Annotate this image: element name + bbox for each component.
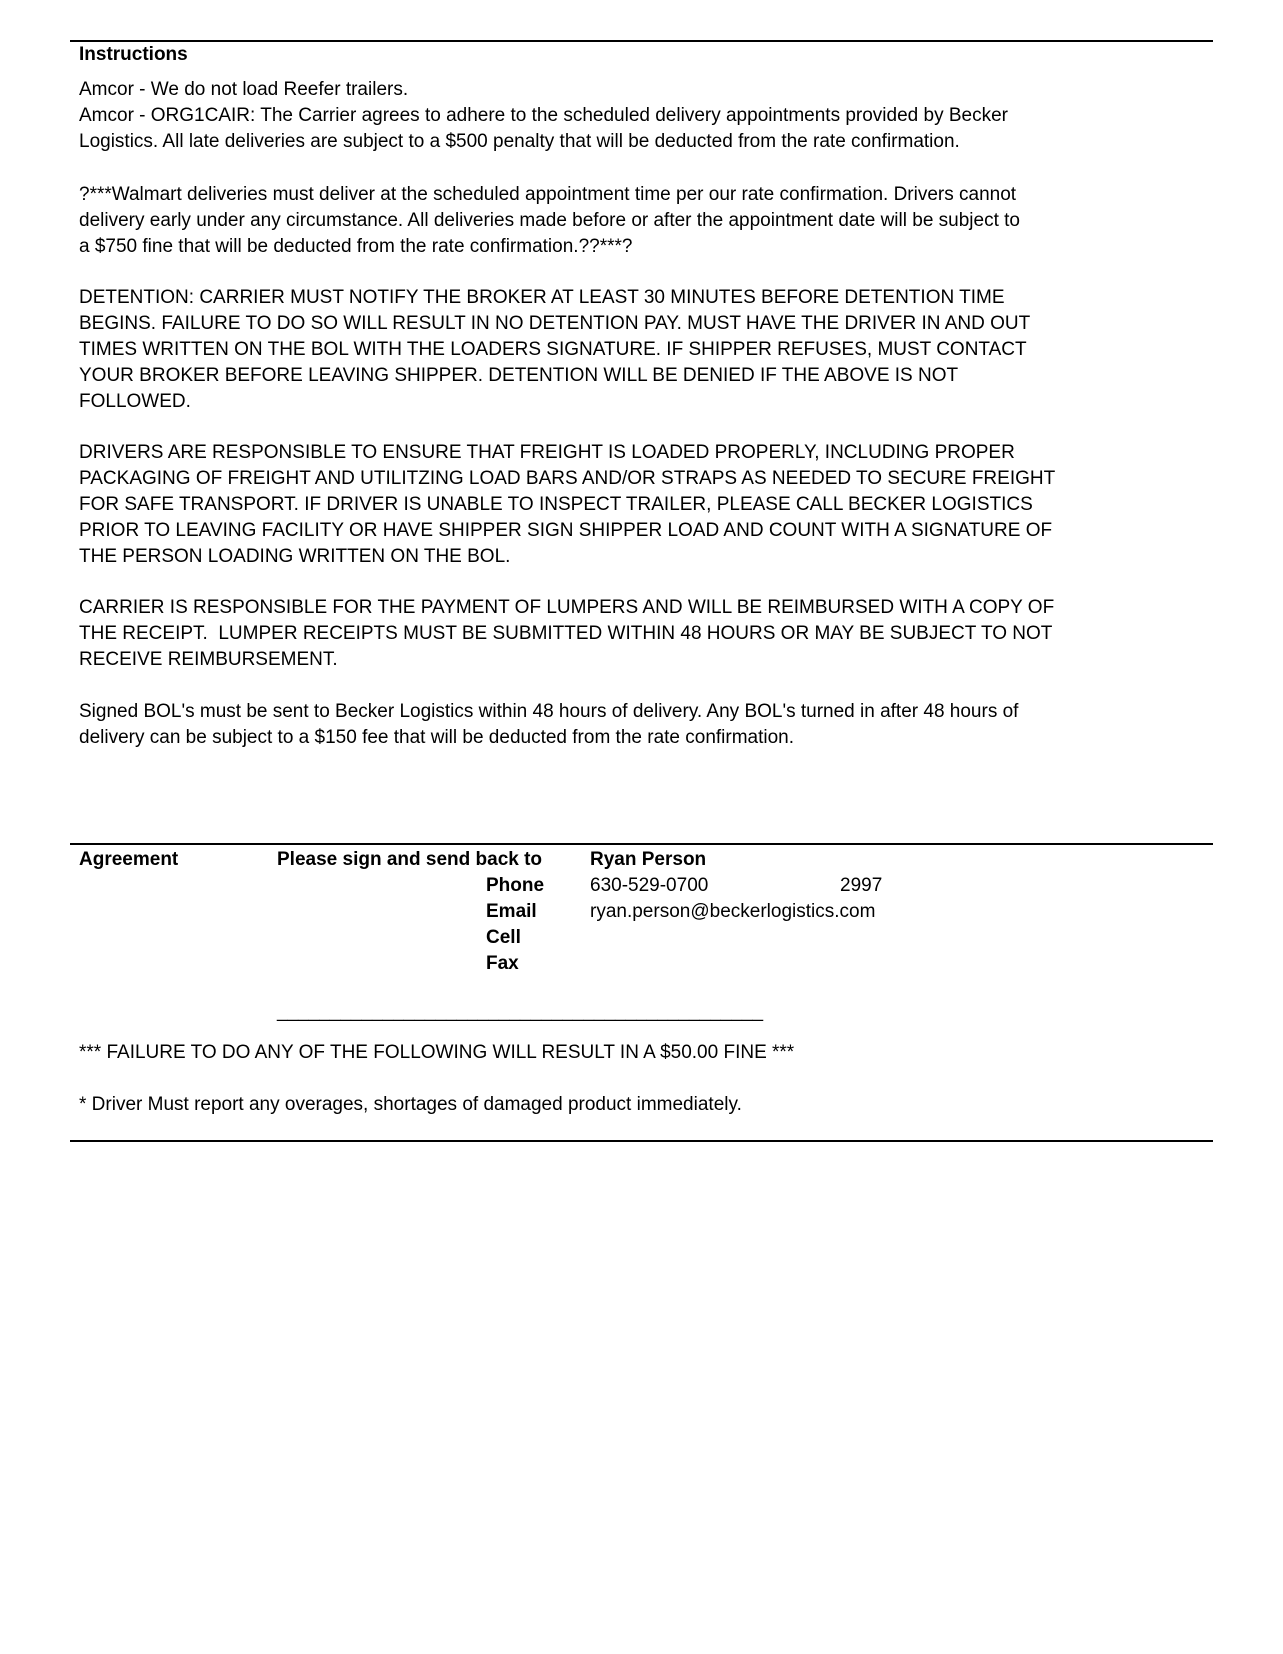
instruction-paragraph-lumpers [79,595,1219,673]
paragraph-line: a $750 fine that will be deducted from the rate confirmation.??***? [79,236,633,257]
paragraph-line: Amcor - We do not load Reefer trailers. [79,79,409,100]
instruction-paragraph-drivers [79,440,1219,570]
driver-note: * Driver Must report any overages, shortages of damaged product immediately. [79,1094,742,1115]
paragraph-line: Signed BOL's must be sent to Becker Logistics within 48 hours of delivery. Any BOL's turned in after 48 hours of [79,701,1019,722]
signature-line: ______________________________________________ [277,1001,764,1022]
agreement-heading: Agreement [79,849,179,870]
send-back-label: Please sign and send back to [277,849,543,870]
email-value: ryan.person@beckerlogistics.com [590,901,876,922]
instruction-paragraph-detention [79,285,1219,415]
phone-value: 630-529-0700 [590,875,709,896]
agreement-divider [70,843,1213,845]
instructions-heading: Instructions [79,44,188,65]
fax-label: Fax [486,953,519,974]
fine-warning: *** FAILURE TO DO ANY OF THE FOLLOWING WILL RESULT IN A $50.00 FINE *** [79,1042,795,1063]
paragraph-line: ?***Walmart deliveries must deliver at the scheduled appointment time per our rate confirmation. Drivers cannot [79,184,1017,205]
contact-name: Ryan Person [590,849,707,870]
paragraph-line: FOR SAFE TRANSPORT. IF DRIVER IS UNABLE TO INSPECT TRAILER, PLEASE CALL BECKER LOGISTICS [79,494,1033,515]
paragraph-line: YOUR BROKER BEFORE LEAVING SHIPPER. DETENTION WILL BE DENIED IF THE ABOVE IS NOT [79,365,959,386]
paragraph-line: Amcor - ORG1CAIR: The Carrier agrees to adhere to the scheduled delivery appointments provided by Becker [79,105,1008,126]
paragraph-line: DRIVERS ARE RESPONSIBLE TO ENSURE THAT FREIGHT IS LOADED PROPERLY, INCLUDING PROPER [79,442,1015,463]
instruction-paragraph-walmart [79,182,1219,260]
paragraph-line: BEGINS. FAILURE TO DO SO WILL RESULT IN NO DETENTION PAY. MUST HAVE THE DRIVER IN AND OUT [79,313,1031,334]
paragraph-line: TIMES WRITTEN ON THE BOL WITH THE LOADERS SIGNATURE. IF SHIPPER REFUSES, MUST CONTACT [79,339,1027,360]
paragraph-line: RECEIVE REIMBURSEMENT. [79,649,338,670]
bottom-divider [70,1140,1213,1142]
paragraph-line: PRIOR TO LEAVING FACILITY OR HAVE SHIPPER SIGN SHIPPER LOAD AND COUNT WITH A SIGNATURE OF [79,520,1053,541]
paragraph-line: THE RECEIPT. LUMPER RECEIPTS MUST BE SUBMITTED WITHIN 48 HOURS OR MAY BE SUBJECT TO NOT [79,623,1053,644]
instruction-paragraph-bol [79,699,1219,751]
paragraph-line: delivery can be subject to a $150 fee that will be deducted from the rate confirmation. [79,727,795,748]
paragraph-line: PACKAGING OF FREIGHT AND UTILITZING LOAD BARS AND/OR STRAPS AS NEEDED TO SECURE FREIGHT [79,468,1056,489]
phone-extension: 2997 [840,875,883,896]
instruction-paragraph-amcor [79,77,1219,155]
paragraph-line: Logistics. All late deliveries are subject to a $500 penalty that will be deducted from the rate confirmation. [79,131,960,152]
paragraph-line: FOLLOWED. [79,391,191,412]
paragraph-line: CARRIER IS RESPONSIBLE FOR THE PAYMENT OF LUMPERS AND WILL BE REIMBURSED WITH A COPY OF [79,597,1055,618]
paragraph-line: delivery early under any circumstance. All deliveries made before or after the appointment date will be subject to [79,210,1020,231]
paragraph-line: THE PERSON LOADING WRITTEN ON THE BOL. [79,546,511,567]
cell-label: Cell [486,927,521,948]
phone-label: Phone [486,875,545,896]
paragraph-line: DETENTION: CARRIER MUST NOTIFY THE BROKER AT LEAST 30 MINUTES BEFORE DETENTION TIME [79,287,1005,308]
top-divider [70,40,1213,42]
email-label: Email [486,901,537,922]
